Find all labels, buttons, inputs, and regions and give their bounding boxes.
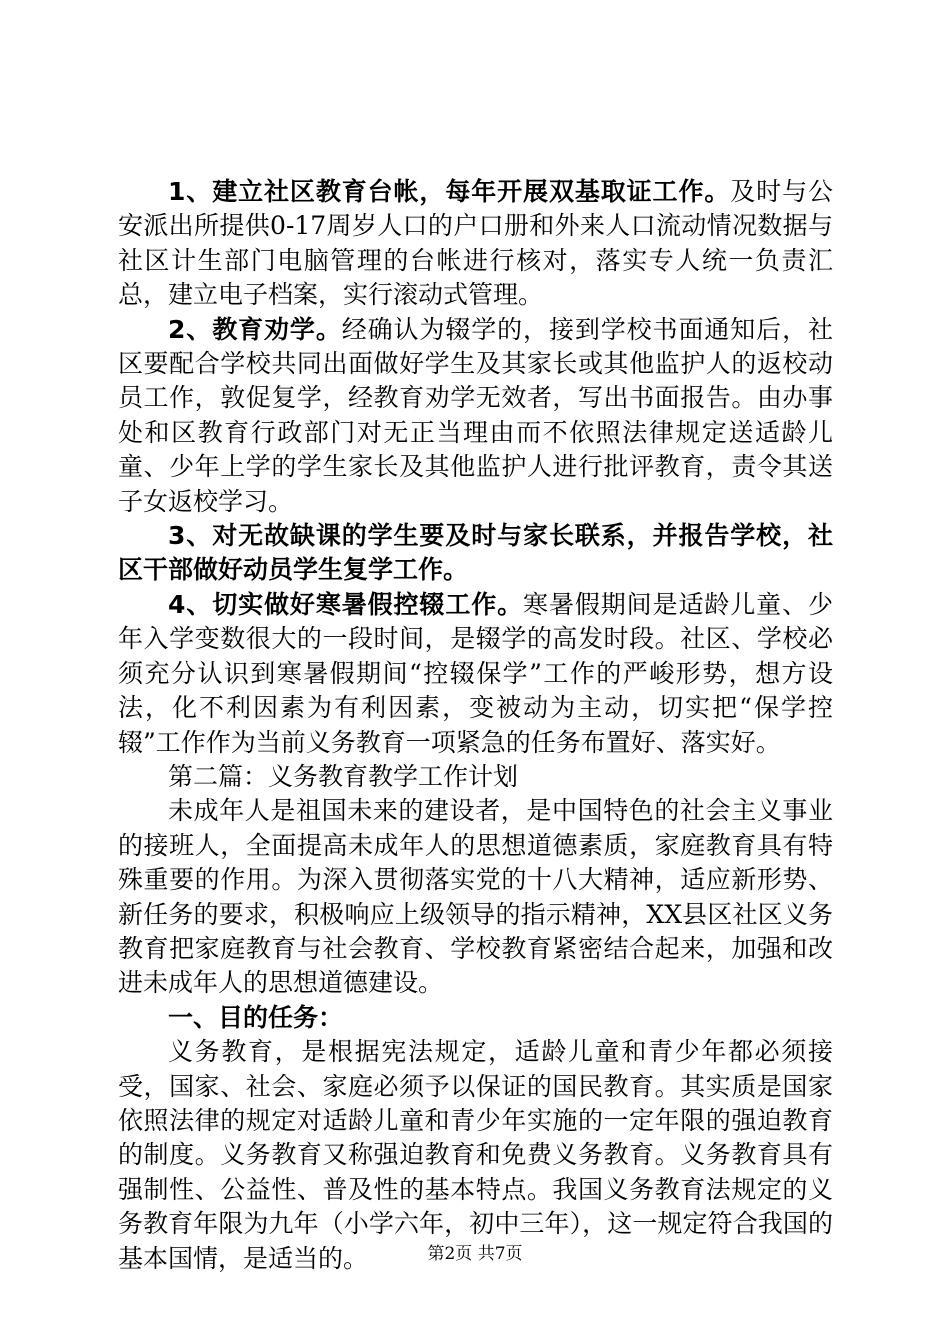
- paragraph-lead-4: 4、切实做好寒暑假控辍工作。: [168, 589, 524, 619]
- paragraph-item-3: [118, 519, 833, 588]
- paragraph-lead-3: 3、对无故缺课的学生要及时与家长联系，并报告学校，社区干部做好动员学生复学工作。: [118, 521, 833, 585]
- paragraph-lead-1: 1、建立社区教育台帐，每年开展双基取证工作。: [168, 177, 731, 206]
- paragraph-text-4: 寒暑假期间是适龄儿童、少年入学变数很大的一段时间，是辍学的高发时段。社区、学校必须充分认识到寒暑假期间“控辍保学”工作的严峻形势，想方设法，化不利因素为有利因素，变被动为主动，切实把“保学控辍”工作作为当前义务教育一项紧急的任务布置好、落实好。: [118, 589, 833, 757]
- intro-paragraph: 未成年人是祖国未来的建设者，是中国特色的社会主义事业的接班人，全面提高未成年人的思想道德素质，家庭教育具有特殊重要的作用。为深入贯彻落实党的十八大精神，适应新形势、新任务的要求，积极响应上级领导的指示精神，XX县区社区义务教育把家庭教育与社会教育、学校教育紧密结合起来，加强和改进未成年人的思想道德建设。: [118, 796, 833, 998]
- paragraph-item-1: [118, 175, 833, 313]
- paragraph-lead-2: 2、教育劝学。: [168, 314, 342, 344]
- paragraph-item-2: [118, 313, 833, 519]
- section-heading-1: 一、目的任务：: [168, 1002, 344, 1032]
- section-title: 第二篇：义务教育教学工作计划: [168, 761, 519, 791]
- paragraph-text-2: 经确认为辍学的，接到学校书面通知后，社区要配合学校共同出面做好学生及其家长或其他监护人的返校动员工作，敦促复学，经教育劝学无效者，写出书面报告。由办事处和区教育行政部门对无正当理由而不依照法律规定送适龄儿童、少年上学的学生家长及其他监护人进行批评教育，责令其送子女返校学习。: [118, 314, 833, 516]
- document-body: [118, 175, 833, 1276]
- paragraph-text-1: 及时与公安派出所提供0-17周岁人口的户口册和外来人口流动情况数据与社区计生部门电脑管理的台帐进行核对，落实专人统一负责汇总，建立电子档案，实行滚动式管理。: [118, 177, 833, 310]
- page-footer: 第2页 共7页: [427, 1244, 523, 1264]
- paragraph-item-4: [118, 588, 833, 760]
- body-paragraph-1: 义务教育，是根据宪法规定，适龄儿童和青少年都必须接受，国家、社会、家庭必须予以保证的国民教育。其实质是国家依照法律的规定对适龄儿童和青少年实施的一定年限的强迫教育的制度。义务教育又称强迫教育和免费义务教育。义务教育具有强制性、公益性、普及性的基本特点。我国义务教育法规定的义务教育年限为九年（小学六年，初中三年），这一规定符合我国的基本国情，是适当的。: [118, 1037, 833, 1273]
